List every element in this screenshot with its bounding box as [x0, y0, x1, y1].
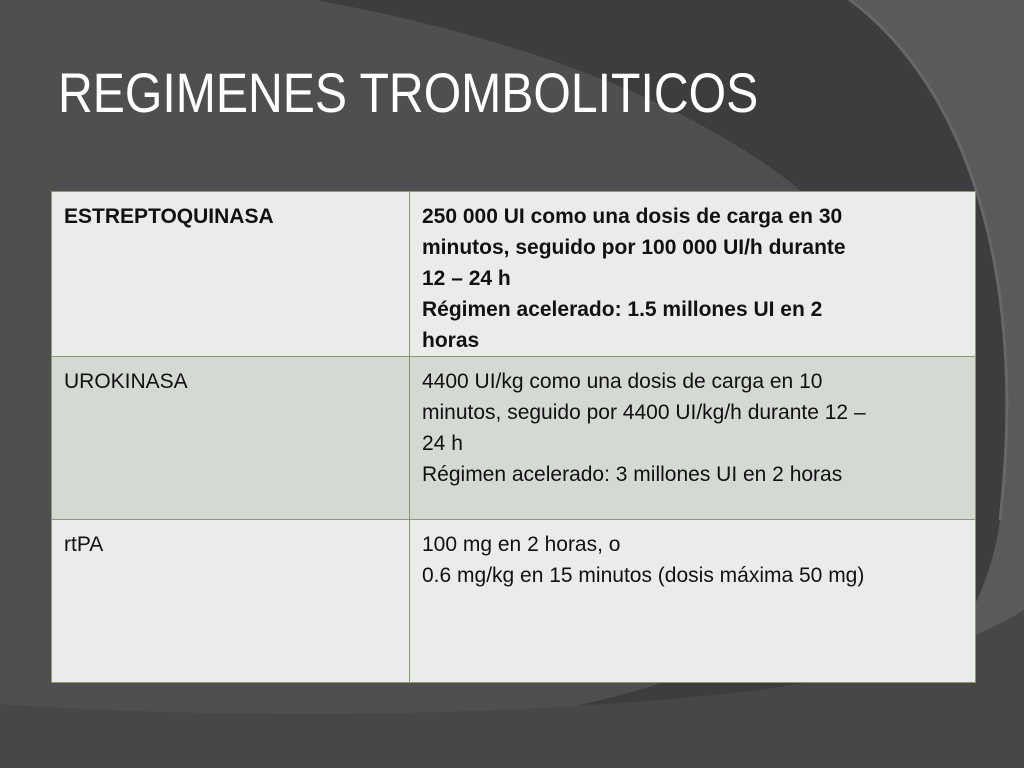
table-row [52, 520, 976, 683]
dose-line: horas [422, 329, 480, 352]
dose-line: 4400 UI/kg como una dosis de carga en 10 [422, 370, 823, 393]
dose-line: 100 mg en 2 horas, o [422, 533, 621, 556]
table-row [52, 192, 976, 357]
dose-line: 250 000 UI como una dosis de carga en 30 [422, 205, 843, 228]
drug-name-cell [52, 357, 410, 520]
table-row [52, 357, 976, 520]
dose-cell [410, 192, 976, 357]
slide-title: REGIMENES TROMBOLITICOS [58, 61, 759, 124]
dose-line: minutos, seguido por 100 000 UI/h durante [422, 236, 846, 259]
dose-line: 0.6 mg/kg en 15 minutos (dosis máxima 50 mg) [422, 564, 865, 587]
drug-name: ESTREPTOQUINASA [64, 205, 274, 228]
regimen-table [51, 191, 976, 683]
dose-line: Régimen acelerado: 1.5 millones UI en 2 [422, 298, 823, 321]
dose-line: 24 h [422, 432, 463, 455]
dose-line: Régimen acelerado: 3 millones UI en 2 horas [422, 463, 843, 486]
dose-cell [410, 520, 976, 683]
drug-name: UROKINASA [64, 370, 188, 393]
drug-name-cell [52, 192, 410, 357]
dose-cell [410, 357, 976, 520]
drug-name-cell [52, 520, 410, 683]
drug-name: rtPA [64, 533, 104, 556]
dose-line: minutos, seguido por 4400 UI/kg/h durante 12 – [422, 401, 866, 424]
dose-line: 12 – 24 h [422, 267, 511, 290]
